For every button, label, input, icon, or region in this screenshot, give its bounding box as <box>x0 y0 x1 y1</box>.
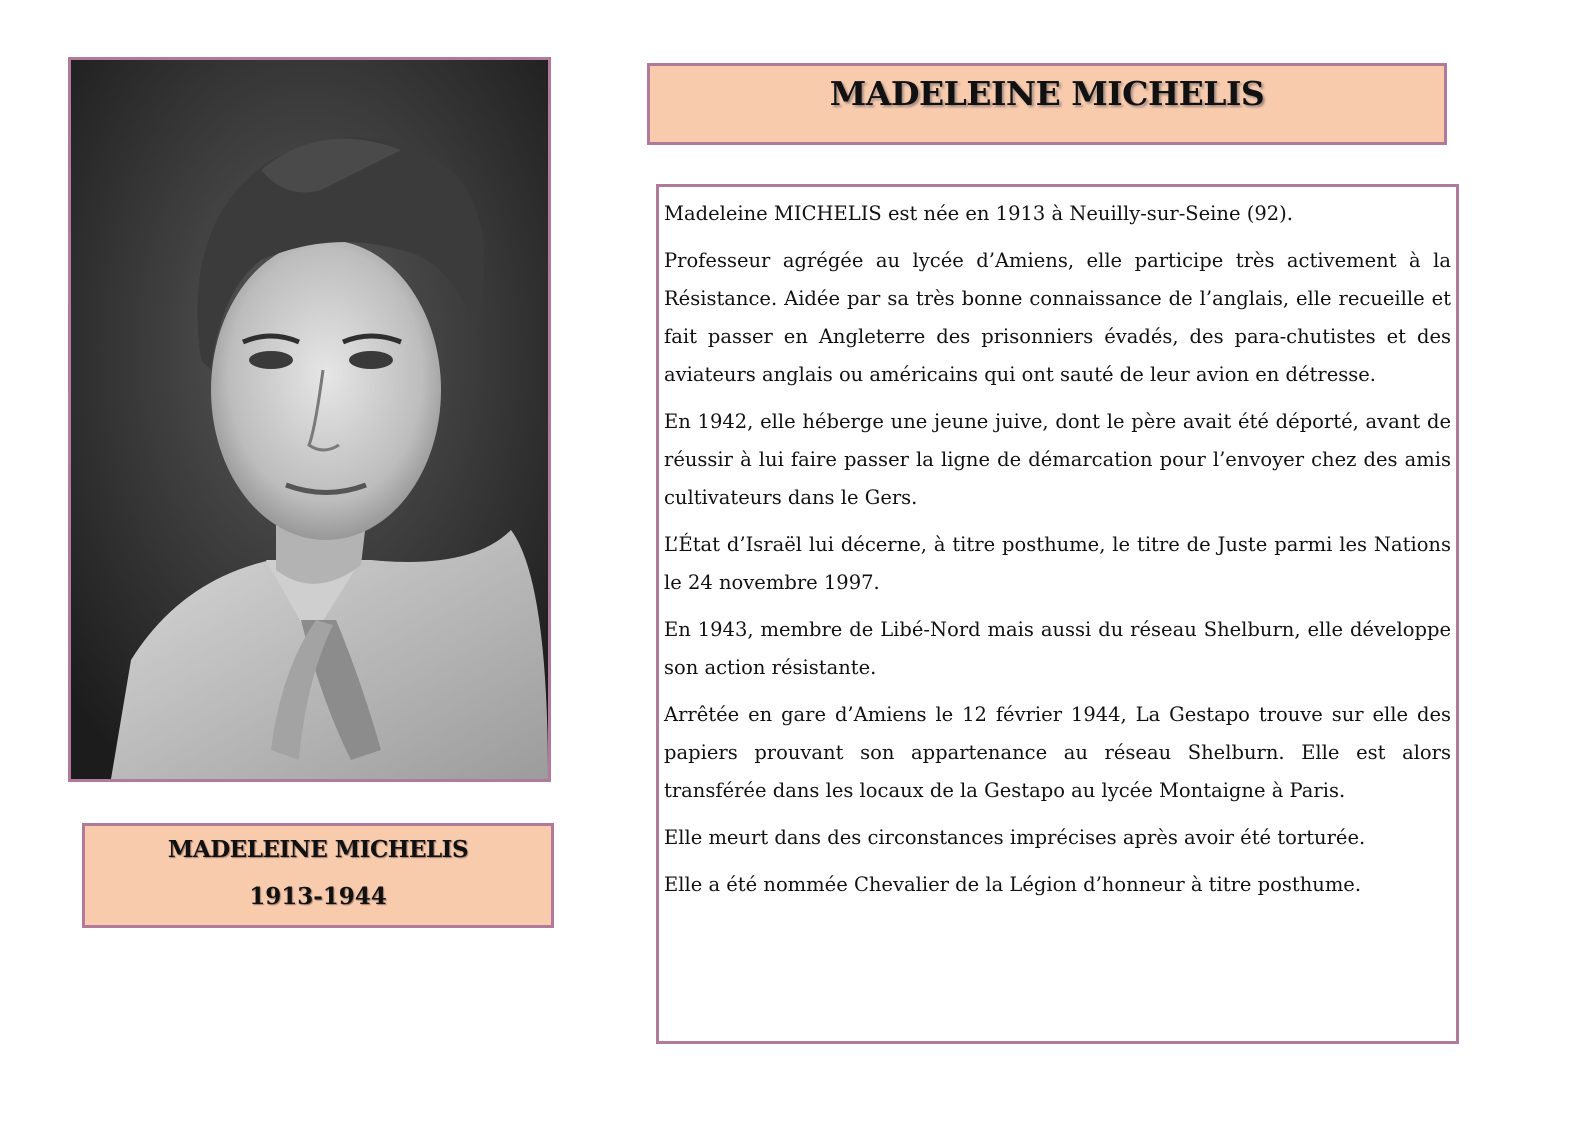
bio-paragraph: Elle a été nommée Chevalier de la Légion d’honneur à titre posthume. <box>664 873 1362 896</box>
bio-paragraph: En 1943, membre de Libé-Nord mais aussi du réseau Shelburn, elle développe son action résistante. <box>664 618 1451 679</box>
bio-paragraph: L’État d’Israël lui décerne, à titre posthume, le titre de Juste parmi les Nations le 24 novembre 1997. <box>664 533 1451 594</box>
biography-panel <box>656 184 1459 1044</box>
caption-name: MADELEINE MICHELIS <box>167 836 469 863</box>
portrait-caption <box>82 823 554 928</box>
bio-paragraph: Arrêtée en gare d’Amiens le 12 février 1944, La Gestapo trouve sur elle des papiers prouvant son appartenance au réseau Shelburn. Elle est alors transférée dans les locaux de la Gestapo au lycée Montaigne à Paris. <box>664 703 1451 802</box>
bio-paragraph: Madeleine MICHELIS est née en 1913 à Neuilly-sur-Seine (92). <box>664 202 1293 225</box>
bio-paragraph: Professeur agrégée au lycée d’Amiens, elle participe très activement à la Résistance. Aidée par sa très bonne connaissance de l’anglais, elle recueille et fait passer en Angleterre des prisonniers évadés, des para-chutistes et des aviateurs anglais ou américains qui ont sauté de leur avion en détresse. <box>664 249 1451 386</box>
page-title: MADELEINE MICHELIS <box>829 74 1265 113</box>
caption-dates: 1913-1944 <box>249 883 387 910</box>
bio-paragraph: Elle meurt dans des circonstances imprécises après avoir été torturée. <box>664 826 1366 849</box>
bio-paragraph: En 1942, elle héberge une jeune juive, dont le père avait été déporté, avant de réussir à lui faire passer la ligne de démarcation pour l’envoyer chez des amis cultivateurs dans le Gers. <box>664 410 1451 509</box>
title-banner <box>647 63 1447 145</box>
portrait-icon <box>71 60 548 779</box>
portrait-photo <box>68 57 551 782</box>
